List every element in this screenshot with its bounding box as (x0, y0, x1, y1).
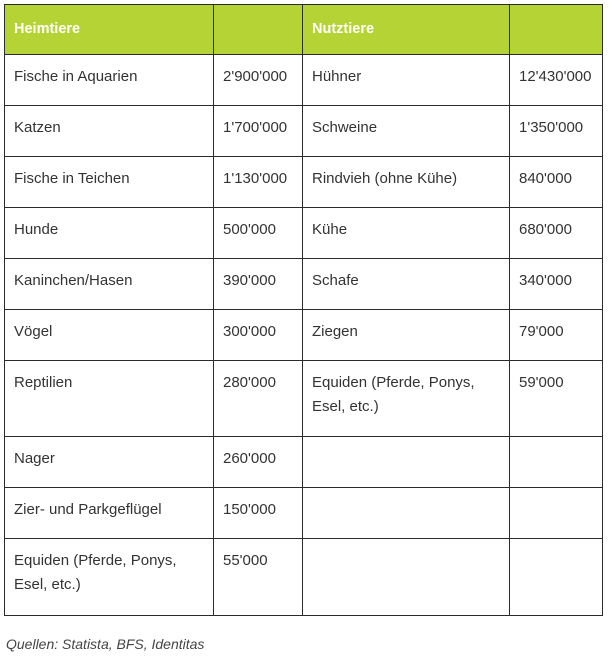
header-row (5, 5, 603, 55)
pet-name: Zier- und Parkgeflügel (5, 488, 214, 539)
table-row (5, 310, 603, 361)
header-pets: Heimtiere (5, 5, 214, 55)
farm-animal-count: 79'000 (510, 310, 603, 361)
header-farm-count (510, 5, 603, 55)
farm-animal-count (510, 539, 603, 616)
pet-name: Hunde (5, 208, 214, 259)
farm-animal-name: Hühner (303, 55, 510, 106)
farm-animal-count: 12'430'000 (510, 55, 603, 106)
farm-animal-name: Equiden (Pferde, Ponys, Esel, etc.) (303, 361, 510, 437)
farm-animal-count: 840'000 (510, 157, 603, 208)
farm-animal-name: Rindvieh (ohne Kühe) (303, 157, 510, 208)
table-row (5, 55, 603, 106)
farm-animal-count: 340'000 (510, 259, 603, 310)
source-note: Quellen: Statista, BFS, Identitas (6, 636, 205, 652)
farm-animal-name (303, 437, 510, 488)
farm-animal-name: Ziegen (303, 310, 510, 361)
pet-count: 500'000 (214, 208, 303, 259)
animal-count-table (4, 4, 603, 616)
farm-animal-count (510, 437, 603, 488)
pet-name: Kaninchen/Hasen (5, 259, 214, 310)
farm-animal-name: Schweine (303, 106, 510, 157)
pet-count: 150'000 (214, 488, 303, 539)
pet-name: Vögel (5, 310, 214, 361)
farm-animal-count: 680'000 (510, 208, 603, 259)
pet-count: 1'700'000 (214, 106, 303, 157)
pet-count: 1'130'000 (214, 157, 303, 208)
pet-name: Reptilien (5, 361, 214, 437)
table-row (5, 437, 603, 488)
table-container (4, 4, 603, 616)
table-row (5, 208, 603, 259)
farm-animal-name (303, 539, 510, 616)
pet-name: Fische in Teichen (5, 157, 214, 208)
pet-name: Equiden (Pferde, Ponys, Esel, etc.) (5, 539, 214, 616)
farm-animal-count: 59'000 (510, 361, 603, 437)
table-row (5, 157, 603, 208)
pet-name: Fische in Aquarien (5, 55, 214, 106)
table-row (5, 539, 603, 616)
table-row (5, 106, 603, 157)
pet-count: 55'000 (214, 539, 303, 616)
table-row (5, 361, 603, 437)
farm-animal-name: Schafe (303, 259, 510, 310)
farm-animal-count: 1'350'000 (510, 106, 603, 157)
pet-name: Katzen (5, 106, 214, 157)
pet-count: 2'900'000 (214, 55, 303, 106)
pet-count: 260'000 (214, 437, 303, 488)
table-row (5, 259, 603, 310)
pet-count: 280'000 (214, 361, 303, 437)
header-pets-count (214, 5, 303, 55)
farm-animal-name: Kühe (303, 208, 510, 259)
pet-count: 390'000 (214, 259, 303, 310)
farm-animal-count (510, 488, 603, 539)
pet-name: Nager (5, 437, 214, 488)
pet-count: 300'000 (214, 310, 303, 361)
farm-animal-name (303, 488, 510, 539)
table-row (5, 488, 603, 539)
header-farm: Nutztiere (303, 5, 510, 55)
